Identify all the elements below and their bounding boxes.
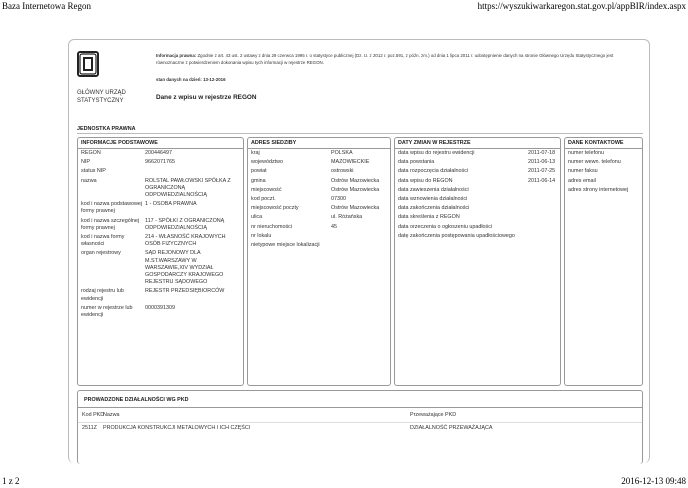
field-label: powiat <box>251 168 267 175</box>
field-row <box>565 167 642 176</box>
field-value <box>528 205 557 212</box>
field-label: adres email <box>568 177 596 184</box>
field-value: REJESTR PRZEDSIĘBIORCÓW <box>145 288 225 295</box>
field-row <box>395 195 560 204</box>
field-value <box>528 214 557 221</box>
field-row <box>78 249 243 287</box>
field-label: data wpisu do rejestru ewidencji <box>398 150 475 156</box>
field-row <box>78 200 243 216</box>
field-label: rodzaj rejestru lub ewidencji <box>81 288 124 302</box>
field-value <box>528 187 557 194</box>
pkd-col-code: Kod PKD <box>82 412 105 418</box>
basic-info-heading: INFORMACJE PODSTAWOWE <box>78 138 243 149</box>
field-value: 200446497 <box>145 150 172 156</box>
field-label: datę zakończenia postępowania upadłościowego <box>398 232 515 239</box>
field-label: data powstania <box>398 159 435 166</box>
field-label: miejscowość poczty <box>251 205 299 212</box>
field-row <box>248 213 390 222</box>
field-value: SĄD REJONOWY DLA M.ST.WARSZAWY W WARSZAWIE,XIV WYDZIAŁ GOSPODARCZY KRAJOWEGO REJESTRU SĄDOWEGO <box>145 250 224 286</box>
field-label: data rozpoczęcia działalności <box>398 168 469 175</box>
field-row <box>565 186 642 195</box>
field-value: POLSKA <box>331 150 353 156</box>
field-value: 2011-06-14 <box>528 177 556 184</box>
field-label: województwo <box>251 159 284 166</box>
pkd-header-row <box>78 412 642 422</box>
field-label: gmina <box>251 177 266 184</box>
pkd-col-name: Nazwa <box>103 412 120 418</box>
field-label: nr nieruchomości <box>251 223 293 230</box>
field-label: ulica <box>251 214 263 221</box>
pkd-section <box>77 390 643 464</box>
field-row <box>248 195 390 204</box>
pkd-code: 2511Z <box>82 425 97 431</box>
field-row <box>78 167 243 176</box>
field-value: 1 - OSOBA PRAWNA <box>145 201 197 208</box>
field-row <box>248 177 390 186</box>
field-row <box>395 186 560 195</box>
data-state-date: stan danych na dzień: 13-12-2016 <box>156 77 226 82</box>
field-label: kod i nazwa podstawowej formy prawnej <box>81 201 143 215</box>
field-value: 117 - SPÓŁKI Z OGRANICZONĄ ODPOWIEDZIALNOŚCIĄ <box>145 217 225 231</box>
field-label: data wznowienia działalności <box>398 196 468 203</box>
field-label: organ rejestrowy <box>81 250 121 257</box>
field-row <box>78 287 243 303</box>
entity-heading: JEDNOSTKA PRAWNA <box>77 126 136 132</box>
pkd-main: DZIAŁALNOŚĆ PRZEWAŻAJĄCA <box>410 425 493 431</box>
field-value: 45 <box>331 223 337 230</box>
field-value <box>528 224 557 231</box>
field-label: numer wewn. telefonu <box>568 159 621 166</box>
field-value: 2011-06-13 <box>528 159 556 166</box>
field-label: data orzeczenia o ogłoszeniu upadłości <box>398 223 493 230</box>
field-row <box>248 241 390 250</box>
field-value: 2011-07-25 <box>528 168 556 175</box>
legal-label: Informacja prawna: <box>156 53 197 58</box>
field-label: nietypowe miejsce lokalizacji <box>251 242 320 249</box>
page-header-url: https://wyszukiwarkaregon.stat.gov.pl/appBIR/index.aspx <box>477 1 686 11</box>
field-row <box>248 167 390 176</box>
field-value: Ostrów Mazowiecka <box>331 177 380 184</box>
field-row <box>395 158 560 167</box>
print-datetime: 2016-12-13 09:48 <box>621 476 686 486</box>
field-row <box>395 232 560 241</box>
field-label: kod i nazwa szczególnej formy prawnej <box>81 217 140 231</box>
pkd-heading: PROWADZONE DZIAŁALNOŚCI WG PKD <box>78 391 642 408</box>
field-row <box>565 158 642 167</box>
field-value <box>145 168 240 175</box>
table-row <box>78 422 642 432</box>
legal-notice <box>156 53 636 66</box>
field-label: miejscowość <box>251 186 282 193</box>
field-label: kod i nazwa formy własności <box>81 234 125 248</box>
field-row <box>78 304 243 320</box>
field-label: kraj <box>251 150 260 156</box>
field-value: 214 - WŁASNOŚĆ KRAJOWYCH OSÓB FIZYCZNYCH <box>145 234 226 248</box>
field-row <box>78 158 243 167</box>
field-label: nr lokalu <box>251 232 272 239</box>
field-value: 0000391309 <box>145 304 175 311</box>
field-label: numer w rejestrze lub ewidencji <box>81 304 133 319</box>
legal-text: Zgodnie z art. 43 ust. 2 ustawy z dnia 29 czerwca 1995 r. o statystyce publicznej (Dz. U. z 2012 r. poz.591, z późn. zm.) od dnia 1 lipca 2011 r. udostępnienie danych na stronie Głównego Urzędu Statystycznego jest równoznaczne z potwierdzeniem dokonania wpisu tych informacji w rejestrze REGON. <box>156 53 614 65</box>
contacts-heading: DANE KONTAKTOWE <box>565 138 642 149</box>
field-value: 9662071765 <box>145 159 175 166</box>
page-number: 1 z 2 <box>2 476 20 486</box>
field-value: ul. Różańska <box>331 214 363 221</box>
field-label: nazwa <box>81 177 97 184</box>
field-label: data wpisu do REGON <box>398 177 453 184</box>
field-row <box>78 177 243 201</box>
field-row <box>395 204 560 213</box>
field-label: adres strony internetowej <box>568 186 629 193</box>
field-row <box>565 177 642 186</box>
field-value: MAZOWIECKIE <box>331 159 370 166</box>
gus-logo <box>77 51 99 77</box>
field-row <box>395 167 560 176</box>
dates-box <box>394 137 561 386</box>
field-row <box>248 158 390 167</box>
field-value: ROLSTAL PAWŁOWSKI SPÓŁKA Z OGRANICZONĄ ODPOWIEDZIALNOŚCIĄ <box>145 177 231 199</box>
contacts-box <box>564 137 643 386</box>
page-header-title: Baza Internetowa Regon <box>2 1 91 11</box>
field-label: kod poczt. <box>251 196 276 203</box>
field-label: numer telefonu <box>568 150 604 156</box>
field-value: 07300 <box>331 196 346 203</box>
field-value: ostrowski <box>331 168 354 175</box>
report-sheet <box>68 39 650 463</box>
field-row <box>78 233 243 249</box>
org-name: GŁÓWNY URZĄD STATYSTYCZNY <box>77 90 126 104</box>
divider <box>77 133 643 134</box>
field-row <box>78 149 243 158</box>
field-value <box>528 196 557 203</box>
gus-logo-icon <box>79 53 97 75</box>
field-row <box>248 223 390 232</box>
field-label: numer faksu <box>568 168 598 175</box>
pkd-name: PRODUKCJA KONSTRUKCJI METALOWYCH I ICH CZĘŚCI <box>103 425 251 431</box>
field-value <box>528 233 557 240</box>
field-label: data zawieszenia działalności <box>398 186 469 193</box>
dates-heading: DATY ZMIAN W REJESTRZE <box>395 138 560 149</box>
field-label: status NIP <box>81 168 106 175</box>
field-row <box>395 149 560 158</box>
field-row <box>248 186 390 195</box>
field-label: REGON <box>81 150 101 156</box>
field-value: Ostrów Mazowiecka <box>331 205 380 212</box>
field-value <box>331 233 387 240</box>
field-row <box>565 149 642 158</box>
basic-info-box <box>77 137 244 386</box>
field-row <box>395 177 560 186</box>
field-label: NIP <box>81 159 90 166</box>
field-row <box>395 213 560 222</box>
address-heading: ADRES SIEDZIBY <box>248 138 390 149</box>
field-value: 2011-07-18 <box>528 150 556 156</box>
field-value: Ostrów Mazowiecka <box>331 186 380 193</box>
field-row <box>248 232 390 241</box>
document-title: Dane z wpisu w rejestrze REGON <box>156 94 257 101</box>
field-row <box>395 223 560 232</box>
field-row <box>248 204 390 213</box>
field-row <box>248 149 390 158</box>
address-box <box>247 137 391 386</box>
pkd-col-main: Przeważające PKD <box>410 412 457 418</box>
field-row <box>78 217 243 233</box>
field-value <box>331 242 387 249</box>
field-label: data zakończenia działalności <box>398 205 470 212</box>
field-label: data skreślenia z REGON <box>398 214 460 221</box>
